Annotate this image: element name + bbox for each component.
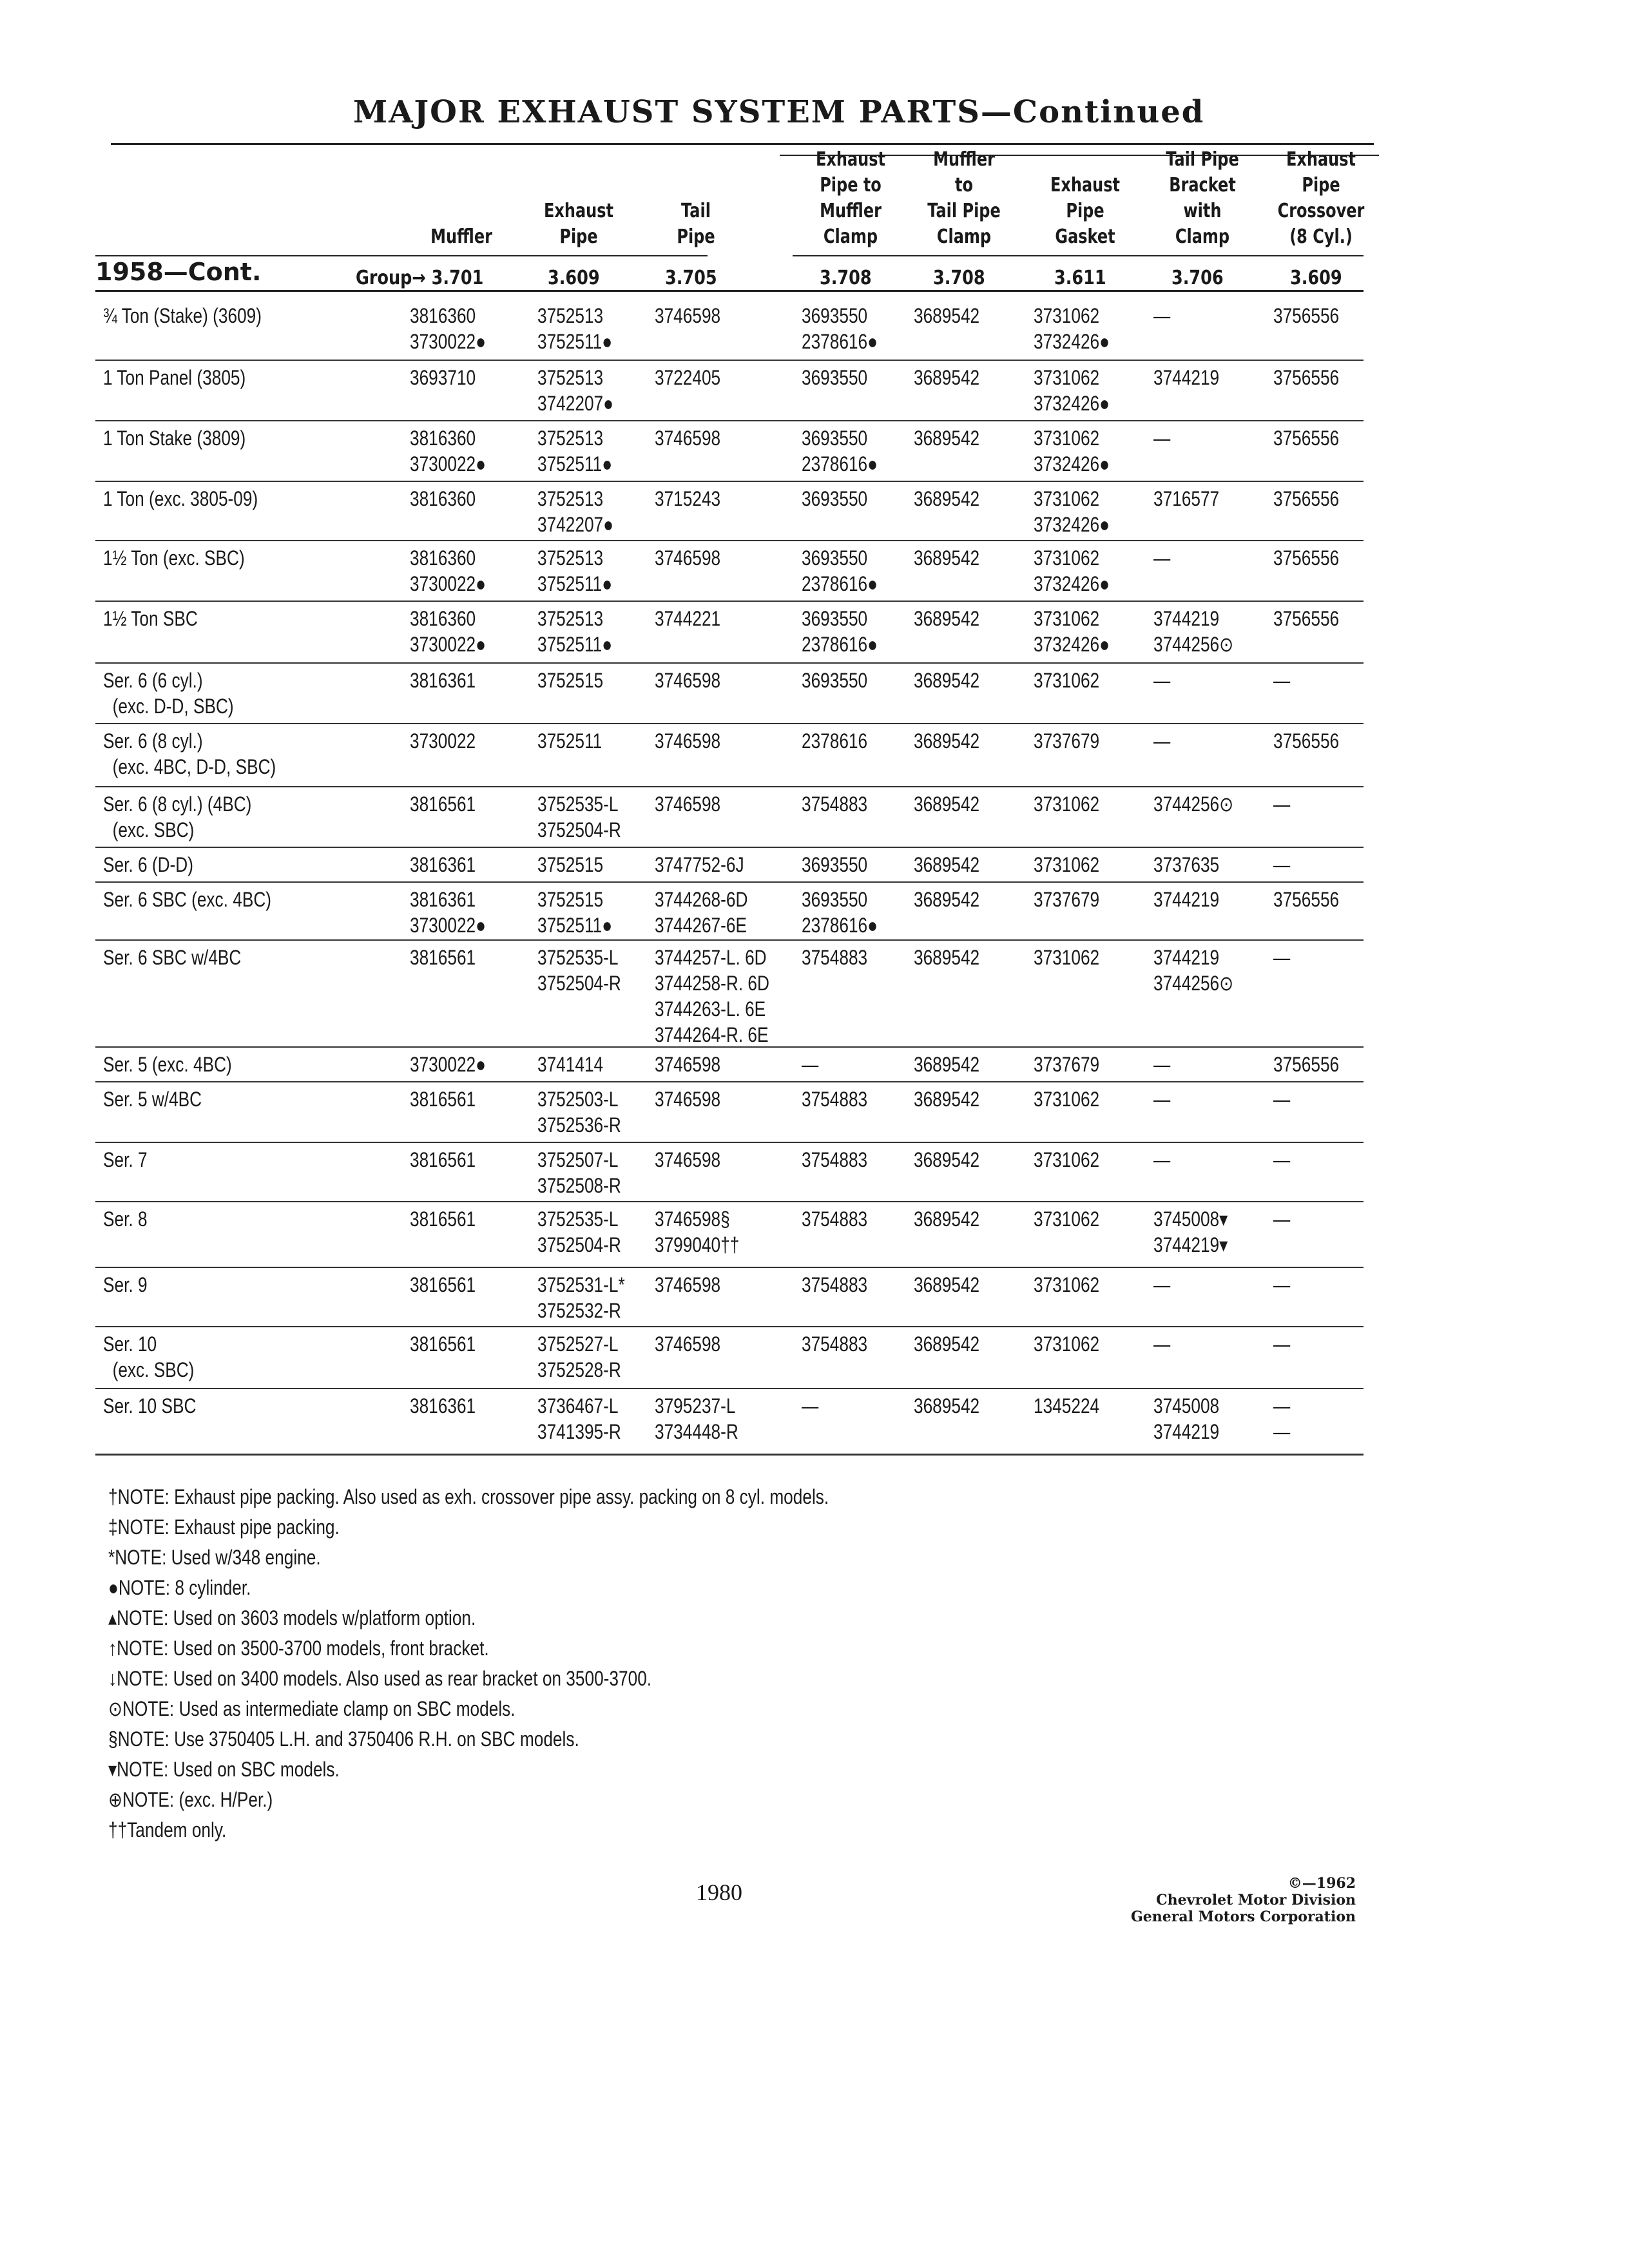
part-cell: 3816561	[410, 1332, 476, 1356]
footnote: ▴NOTE: Used on 3603 models w/platform option.	[108, 1606, 476, 1629]
part-cell: 3816361	[410, 853, 476, 876]
row-divider	[95, 1267, 1364, 1268]
model-cell: Ser. 7	[103, 1148, 148, 1171]
year-label: 1958—Cont.	[95, 258, 262, 286]
footnote: ▾NOTE: Used on SBC models.	[108, 1758, 340, 1781]
part-cell: 3689542	[914, 607, 980, 630]
part-cell: 3756556	[1273, 427, 1340, 450]
part-cell: 3730022●	[410, 1053, 487, 1076]
part-cell: 3689542	[914, 853, 980, 876]
footnote: ↓NOTE: Used on 3400 models. Also used as rear bracket on 3500-3700.	[108, 1667, 652, 1690]
row-divider	[95, 481, 1364, 482]
part-cell: 3752513 3752511●	[537, 304, 613, 353]
part-cell: 3746598	[655, 304, 721, 327]
part-cell: 3689542	[914, 1148, 980, 1171]
model-cell: Ser. 5 (exc. 4BC)	[103, 1053, 232, 1076]
column-header	[907, 147, 1021, 250]
model-cell: Ser. 5 w/4BC	[103, 1088, 202, 1111]
part-cell: 3756556	[1273, 546, 1340, 570]
part-cell: 3744256⊙	[1153, 793, 1234, 816]
part-cell: 3744221	[655, 607, 721, 630]
part-cell: 3731062 3732426●	[1034, 304, 1110, 353]
group-number: 3.611	[1054, 267, 1106, 289]
footnote: §NOTE: Use 3750405 L.H. and 3750406 R.H. on SBC models.	[108, 1727, 579, 1751]
part-cell: 3689542	[914, 1332, 980, 1356]
part-cell: 3737679	[1034, 729, 1100, 753]
column-header	[1264, 147, 1378, 250]
part-cell: 3689542	[914, 304, 980, 327]
part-cell: 3744219 3744256⊙	[1153, 607, 1234, 656]
model-cell: 1½ Ton SBC	[103, 607, 198, 630]
part-cell: —	[1153, 729, 1171, 753]
part-cell: 3756556	[1273, 729, 1340, 753]
column-header-line: Exhaust	[1050, 174, 1120, 197]
group-underline	[95, 290, 1364, 292]
part-cell: 3816360 3730022●	[410, 427, 487, 476]
part-cell: 3689542	[914, 366, 980, 389]
part-cell: —	[1273, 1273, 1291, 1296]
part-cell: 3752515 3752511●	[537, 888, 613, 937]
part-cell: 3744219	[1153, 366, 1220, 389]
part-cell: —	[1273, 1332, 1291, 1356]
part-cell: 3816360 3730022●	[410, 607, 487, 656]
part-cell: 3816361	[410, 1394, 476, 1418]
part-cell: 3816361 3730022●	[410, 888, 487, 937]
column-header-line: Pipe	[677, 226, 715, 248]
part-cell: —	[1273, 669, 1291, 692]
part-cell: 3693550 2378616●	[802, 888, 878, 937]
column-header-line: with	[1183, 200, 1222, 222]
footer-line1: Chevrolet Motor Division	[1156, 1892, 1356, 1908]
part-cell: 3693710	[410, 366, 476, 389]
part-cell: 3737679	[1034, 1053, 1100, 1076]
part-cell: 3744219 3744256⊙	[1153, 946, 1234, 995]
part-cell: 3689542	[914, 546, 980, 570]
part-cell: 3689542	[914, 1088, 980, 1111]
row-divider	[95, 786, 1364, 787]
part-cell: 3756556	[1273, 304, 1340, 327]
footnote: †NOTE: Exhaust pipe packing. Also used as exh. crossover pipe assy. packing on 8 cyl. models.	[108, 1485, 829, 1508]
row-divider	[95, 1046, 1364, 1048]
part-cell: 3731062	[1034, 793, 1100, 816]
part-cell: 3731062	[1034, 1332, 1100, 1356]
part-cell: 3752503-L 3752536-R	[537, 1088, 621, 1137]
group-number: Group→ 3.701	[356, 267, 484, 289]
footnote: ⊙NOTE: Used as intermediate clamp on SBC models.	[108, 1697, 516, 1720]
part-cell: 3816561	[410, 1088, 476, 1111]
part-cell: 3689542	[914, 427, 980, 450]
part-cell: 3816561	[410, 1207, 476, 1231]
part-cell: 3816561	[410, 1273, 476, 1296]
part-cell: 3741414	[537, 1053, 604, 1076]
part-cell: 3746598	[655, 1273, 721, 1296]
part-cell: —	[802, 1053, 819, 1076]
part-cell: 3693550	[802, 487, 868, 510]
footnote: ‡NOTE: Exhaust pipe packing.	[108, 1515, 340, 1539]
part-cell: 3747752-6J	[655, 853, 744, 876]
part-cell: 3752535-L 3752504-R	[537, 946, 621, 995]
model-cell: Ser. 6 (6 cyl.) (exc. D-D, SBC)	[103, 669, 234, 718]
group-number: 3.708	[933, 267, 985, 289]
part-cell: 3731062	[1034, 669, 1100, 692]
row-divider	[95, 1142, 1364, 1143]
part-cell: 3752513 3752511●	[537, 546, 613, 595]
column-header-line: Tail Pipe	[1166, 148, 1239, 171]
part-cell: —	[1153, 1148, 1171, 1171]
part-cell: 3693550 2378616●	[802, 427, 878, 476]
row-divider	[95, 881, 1364, 883]
row-divider	[95, 1326, 1364, 1327]
model-cell: 1½ Ton (exc. SBC)	[103, 546, 245, 570]
part-cell: 3731062 3732426●	[1034, 427, 1110, 476]
part-cell: 3689542	[914, 669, 980, 692]
part-cell: —	[1153, 427, 1171, 450]
part-cell: 3746598	[655, 1332, 721, 1356]
column-header-line: Muffler	[430, 226, 492, 248]
part-cell: 3795237-L 3734448-R	[655, 1394, 738, 1443]
part-cell: 3752513 3742207●	[537, 487, 614, 536]
row-divider	[95, 420, 1364, 421]
column-header-line: Clamp	[1175, 226, 1230, 248]
part-cell: 3752535-L 3752504-R	[537, 793, 621, 841]
part-cell: 3744257-L. 6D 3744258-R. 6D 3744263-L. 6E 3744264-R. 6E	[655, 946, 769, 1046]
part-cell: 3730022	[410, 729, 476, 753]
model-cell: Ser. 6 SBC (exc. 4BC)	[103, 888, 272, 911]
header-underline-right	[793, 255, 1364, 256]
model-cell: Ser. 6 (8 cyl.) (4BC) (exc. SBC)	[103, 793, 252, 841]
part-cell: 3816561	[410, 1148, 476, 1171]
column-header-line: Exhaust	[544, 200, 613, 222]
part-cell: 3746598	[655, 427, 721, 450]
footer-credit	[1111, 1875, 1356, 1925]
part-cell: 3716577	[1153, 487, 1220, 510]
part-cell: 3746598	[655, 669, 721, 692]
group-number: 3.705	[665, 267, 717, 289]
part-cell: 3736467-L 3741395-R	[537, 1394, 621, 1443]
part-cell: 3689542	[914, 793, 980, 816]
page-title: MAJOR EXHAUST SYSTEM PARTS—Continued	[353, 94, 1205, 130]
column-header-line: Clamp	[823, 226, 878, 248]
model-cell: Ser. 6 (8 cyl.) (exc. 4BC, D-D, SBC)	[103, 729, 276, 778]
part-cell: 3746598	[655, 1148, 721, 1171]
part-cell: 3689542	[914, 487, 980, 510]
part-cell: 3731062 3732426●	[1034, 607, 1110, 656]
group-number: 3.708	[820, 267, 872, 289]
part-cell: —	[1153, 1332, 1171, 1356]
part-cell: 3752527-L 3752528-R	[537, 1332, 621, 1381]
model-cell: Ser. 8	[103, 1207, 148, 1231]
model-cell: 1 Ton (exc. 3805-09)	[103, 487, 258, 510]
part-cell: 3746598	[655, 793, 721, 816]
part-cell: 3752513 3752511●	[537, 427, 613, 476]
part-cell: 3746598	[655, 546, 721, 570]
part-cell: 3752511	[537, 729, 602, 753]
part-cell: 3693550 2378616●	[802, 546, 878, 595]
footer-copyright: ©—1962	[1287, 1875, 1356, 1892]
part-cell: 3752535-L 3752504-R	[537, 1207, 621, 1256]
column-header-line: Pipe	[1302, 174, 1340, 197]
column-header-line: Tail	[681, 200, 711, 222]
column-header	[1146, 147, 1259, 250]
column-header	[794, 147, 907, 250]
column-header-line: to	[955, 174, 973, 197]
part-cell: 3693550 2378616●	[802, 304, 878, 353]
part-cell: 3756556	[1273, 487, 1340, 510]
model-cell: Ser. 10 SBC	[103, 1394, 197, 1418]
row-divider	[95, 1388, 1364, 1389]
title-rule	[111, 143, 1374, 145]
header-underline-left	[95, 255, 708, 256]
page-number: 1980	[696, 1879, 742, 1905]
column-header-line: Pipe	[1066, 200, 1104, 222]
part-cell: 3745008 3744219	[1153, 1394, 1220, 1443]
row-divider	[95, 360, 1364, 361]
part-cell: 3722405	[655, 366, 721, 389]
part-cell: 3746598	[655, 729, 721, 753]
group-number: 3.609	[548, 267, 600, 289]
column-header	[405, 224, 518, 250]
part-cell: 3731062	[1034, 946, 1100, 969]
part-cell: 3737679	[1034, 888, 1100, 911]
footnote: ↑NOTE: Used on 3500-3700 models, front bracket.	[108, 1637, 489, 1660]
part-cell: 3754883	[802, 1273, 868, 1296]
footnote: ††Tandem only.	[108, 1818, 227, 1841]
model-cell: 1 Ton Stake (3809)	[103, 427, 246, 450]
column-header-line: Exhaust	[816, 148, 885, 171]
part-cell: —	[1273, 853, 1291, 876]
part-cell: —	[1273, 1088, 1291, 1111]
model-cell: Ser. 6 SBC w/4BC	[103, 946, 242, 969]
model-cell: ¾ Ton (Stake) (3609)	[103, 304, 262, 327]
part-cell: 3816361	[410, 669, 476, 692]
part-cell: — —	[1273, 1394, 1291, 1443]
column-header-line: (8 Cyl.)	[1289, 226, 1353, 248]
part-cell: —	[1273, 946, 1291, 969]
part-cell: 3689542	[914, 729, 980, 753]
part-cell: —	[1153, 1088, 1171, 1111]
part-cell: 3689542	[914, 1053, 980, 1076]
column-header-line: Tail Pipe	[927, 200, 1001, 222]
part-cell: 3744219	[1153, 888, 1220, 911]
part-cell: 3731062 3732426●	[1034, 366, 1110, 415]
row-divider	[95, 939, 1364, 941]
part-cell: —	[1273, 793, 1291, 816]
part-cell: 3693550	[802, 669, 868, 692]
part-cell: —	[1153, 1273, 1171, 1296]
part-cell: 3756556	[1273, 607, 1340, 630]
column-header-line: Muffler	[933, 148, 995, 171]
column-header	[1028, 173, 1142, 250]
part-cell: 3754883	[802, 1088, 868, 1111]
part-cell: 3689542	[914, 888, 980, 911]
part-cell: 3754883	[802, 793, 868, 816]
row-divider	[95, 1201, 1364, 1202]
part-cell: 3816360	[410, 487, 476, 510]
part-cell: 3754883	[802, 1148, 868, 1171]
part-cell: 3731062	[1034, 853, 1100, 876]
footer-line2: General Motors Corporation	[1130, 1908, 1356, 1925]
group-number: 3.706	[1171, 267, 1224, 289]
part-cell: 3754883	[802, 1207, 868, 1231]
column-header-line: Muffler	[820, 200, 882, 222]
model-cell: Ser. 6 (D-D)	[103, 853, 193, 876]
part-cell: —	[802, 1394, 819, 1418]
part-cell: 2378616	[802, 729, 868, 753]
row-divider	[95, 1081, 1364, 1082]
part-cell: 3752531-L* 3752532-R	[537, 1273, 625, 1322]
part-cell: —	[1273, 1148, 1291, 1171]
part-cell: 3744268-6D 3744267-6E	[655, 888, 748, 937]
row-divider	[95, 601, 1364, 602]
part-cell: 3715243	[655, 487, 721, 510]
part-cell: —	[1153, 546, 1171, 570]
part-cell: 3746598§ 3799040††	[655, 1207, 740, 1256]
column-header-line: Gasket	[1055, 226, 1115, 248]
part-cell: 3756556	[1273, 888, 1340, 911]
part-cell: 3816561	[410, 793, 476, 816]
part-cell: 3731062	[1034, 1207, 1100, 1231]
part-cell: 3693550	[802, 853, 868, 876]
part-cell: 3693550	[802, 366, 868, 389]
column-header-line: Pipe to	[820, 174, 882, 197]
footnote: ●NOTE: 8 cylinder.	[108, 1576, 251, 1599]
part-cell: 3693550 2378616●	[802, 607, 878, 656]
part-cell: 3745008▾ 3744219▾	[1153, 1207, 1228, 1256]
part-cell: 3754883	[802, 1332, 868, 1356]
column-header-line: Pipe	[559, 226, 598, 248]
part-cell: 3752513 3742207●	[537, 366, 614, 415]
footnote: *NOTE: Used w/348 engine.	[108, 1546, 321, 1569]
part-cell: 3816561	[410, 946, 476, 969]
column-header-line: Clamp	[936, 226, 992, 248]
part-cell: 3746598	[655, 1053, 721, 1076]
row-divider	[95, 723, 1364, 724]
part-cell: 3816360 3730022●	[410, 304, 487, 353]
model-cell: Ser. 9	[103, 1273, 148, 1296]
part-cell: 3731062 3732426●	[1034, 487, 1110, 536]
part-cell: 1345224	[1034, 1394, 1100, 1418]
row-divider	[95, 540, 1364, 541]
part-cell: 3816360 3730022●	[410, 546, 487, 595]
part-cell: 3756556	[1273, 366, 1340, 389]
part-cell: 3731062	[1034, 1273, 1100, 1296]
row-divider	[95, 662, 1364, 664]
part-cell: 3689542	[914, 1273, 980, 1296]
column-header-line: Bracket	[1169, 174, 1236, 197]
row-divider	[95, 847, 1364, 848]
part-cell: 3752513 3752511●	[537, 607, 613, 656]
part-cell: 3731062	[1034, 1088, 1100, 1111]
part-cell: 3752507-L 3752508-R	[537, 1148, 621, 1197]
model-cell: 1 Ton Panel (3805)	[103, 366, 246, 389]
part-cell: —	[1153, 669, 1171, 692]
part-cell: 3689542	[914, 1394, 980, 1418]
row-divider	[95, 1454, 1364, 1456]
part-cell: 3737635	[1153, 853, 1220, 876]
notes-list	[108, 1482, 987, 1845]
part-cell: 3752515	[537, 669, 604, 692]
column-header-line: Exhaust	[1286, 148, 1356, 171]
column-header	[522, 198, 635, 250]
part-cell: —	[1273, 1207, 1291, 1231]
column-header	[639, 198, 753, 250]
part-cell: 3731062 3732426●	[1034, 546, 1110, 595]
part-cell: 3756556	[1273, 1053, 1340, 1076]
part-cell: —	[1153, 304, 1171, 327]
part-cell: 3731062	[1034, 1148, 1100, 1171]
part-cell: 3746598	[655, 1088, 721, 1111]
part-cell: 3689542	[914, 1207, 980, 1231]
part-cell: 3754883	[802, 946, 868, 969]
footnote: ⊕NOTE: (exc. H/Per.)	[108, 1788, 273, 1811]
part-cell: 3752515	[537, 853, 604, 876]
model-cell: Ser. 10 (exc. SBC)	[103, 1332, 195, 1381]
part-cell: —	[1153, 1053, 1171, 1076]
group-number: 3.609	[1290, 267, 1342, 289]
part-cell: 3689542	[914, 946, 980, 969]
column-header-line: Crossover	[1277, 200, 1365, 222]
